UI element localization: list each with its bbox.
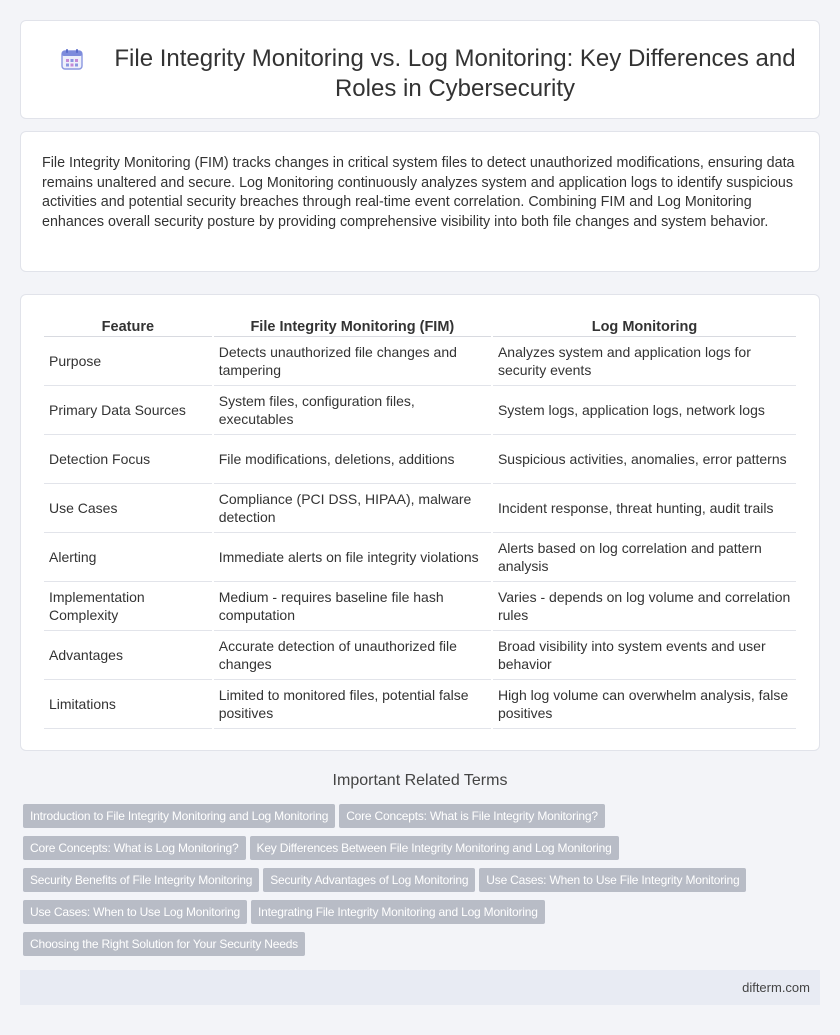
log-monitoring-cell: Analyzes system and application logs for security events xyxy=(493,337,796,386)
fim-cell: Detects unauthorized file changes and tampering xyxy=(214,337,491,386)
related-term-tag[interactable]: Security Benefits of File Integrity Monitoring xyxy=(23,868,259,892)
related-term-tag[interactable]: Introduction to File Integrity Monitoring and Log Monitoring xyxy=(23,804,335,828)
log-monitoring-cell: Broad visibility into system events and user behavior xyxy=(493,631,796,680)
related-terms-row xyxy=(23,932,813,964)
header-feature: Feature xyxy=(44,315,212,337)
related-term-tag[interactable]: Use Cases: When to Use File Integrity Monitoring xyxy=(479,868,746,892)
header-card xyxy=(20,20,820,119)
footer-site-link[interactable]: difterm.com xyxy=(742,980,810,995)
table-row xyxy=(44,435,796,484)
table-row xyxy=(44,484,796,533)
comparison-table xyxy=(42,315,798,729)
fim-cell: File modifications, deletions, additions xyxy=(214,435,491,484)
log-monitoring-cell: Incident response, threat hunting, audit trails xyxy=(493,484,796,533)
log-monitoring-cell: Suspicious activities, anomalies, error patterns xyxy=(493,435,796,484)
log-monitoring-cell: Alerts based on log correlation and pattern analysis xyxy=(493,533,796,582)
feature-cell: Use Cases xyxy=(44,484,212,533)
table-row xyxy=(44,680,796,729)
footer xyxy=(20,970,820,1005)
table-row xyxy=(44,582,796,631)
table-row xyxy=(44,386,796,435)
header-fim: File Integrity Monitoring (FIM) xyxy=(214,315,491,337)
calendar-grid-icon xyxy=(61,48,83,70)
feature-cell: Detection Focus xyxy=(44,435,212,484)
log-monitoring-cell: High log volume can overwhelm analysis, false positives xyxy=(493,680,796,729)
log-monitoring-cell: Varies - depends on log volume and correlation rules xyxy=(493,582,796,631)
related-term-tag[interactable]: Core Concepts: What is Log Monitoring? xyxy=(23,836,246,860)
related-terms-row xyxy=(23,836,813,868)
related-term-tag[interactable]: Use Cases: When to Use Log Monitoring xyxy=(23,900,247,924)
table-row xyxy=(44,533,796,582)
comparison-table-card xyxy=(20,294,820,751)
related-term-tag[interactable]: Core Concepts: What is File Integrity Monitoring? xyxy=(339,804,605,828)
feature-cell: Limitations xyxy=(44,680,212,729)
related-term-tag[interactable]: Key Differences Between File Integrity Monitoring and Log Monitoring xyxy=(250,836,619,860)
related-term-tag[interactable]: Integrating File Integrity Monitoring and Log Monitoring xyxy=(251,900,545,924)
table-row xyxy=(44,631,796,680)
related-term-tag[interactable]: Choosing the Right Solution for Your Security Needs xyxy=(23,932,305,956)
header-log-monitoring: Log Monitoring xyxy=(493,315,796,337)
intro-paragraph: File Integrity Monitoring (FIM) tracks changes in critical system files to detect unauthorized modifications, ensuring data remains unaltered and secure. Log Monitoring continuously analyzes system and application logs to identify suspicious activities and potential security breaches through real-time event correlation. Combining FIM and Log Monitoring enhances overall security posture by providing comprehensive visibility into both file changes and system behavior. xyxy=(42,155,795,230)
related-terms-title: Important Related Terms xyxy=(332,772,508,789)
fim-cell: Limited to monitored files, potential false positives xyxy=(214,680,491,729)
related-term-tag[interactable]: Security Advantages of Log Monitoring xyxy=(263,868,475,892)
intro-card xyxy=(20,131,820,272)
related-terms-row xyxy=(23,900,813,932)
log-monitoring-cell: System logs, application logs, network logs xyxy=(493,386,796,435)
fim-cell: Accurate detection of unauthorized file changes xyxy=(214,631,491,680)
related-terms-row xyxy=(23,868,813,900)
fim-cell: System files, configuration files, executables xyxy=(214,386,491,435)
related-terms-row xyxy=(23,804,813,836)
related-terms-list xyxy=(23,804,813,964)
feature-cell: Primary Data Sources xyxy=(44,386,212,435)
feature-cell: Purpose xyxy=(44,337,212,386)
page-title: File Integrity Monitoring vs. Log Monitoring: Key Differences and Roles in Cybersecurity xyxy=(114,45,796,102)
fim-cell: Immediate alerts on file integrity violations xyxy=(214,533,491,582)
table-row xyxy=(44,337,796,386)
table-header-row xyxy=(44,315,796,337)
fim-cell: Medium - requires baseline file hash computation xyxy=(214,582,491,631)
feature-cell: Alerting xyxy=(44,533,212,582)
feature-cell: Advantages xyxy=(44,631,212,680)
fim-cell: Compliance (PCI DSS, HIPAA), malware detection xyxy=(214,484,491,533)
table-body xyxy=(44,337,796,729)
feature-cell: Implementation Complexity xyxy=(44,582,212,631)
